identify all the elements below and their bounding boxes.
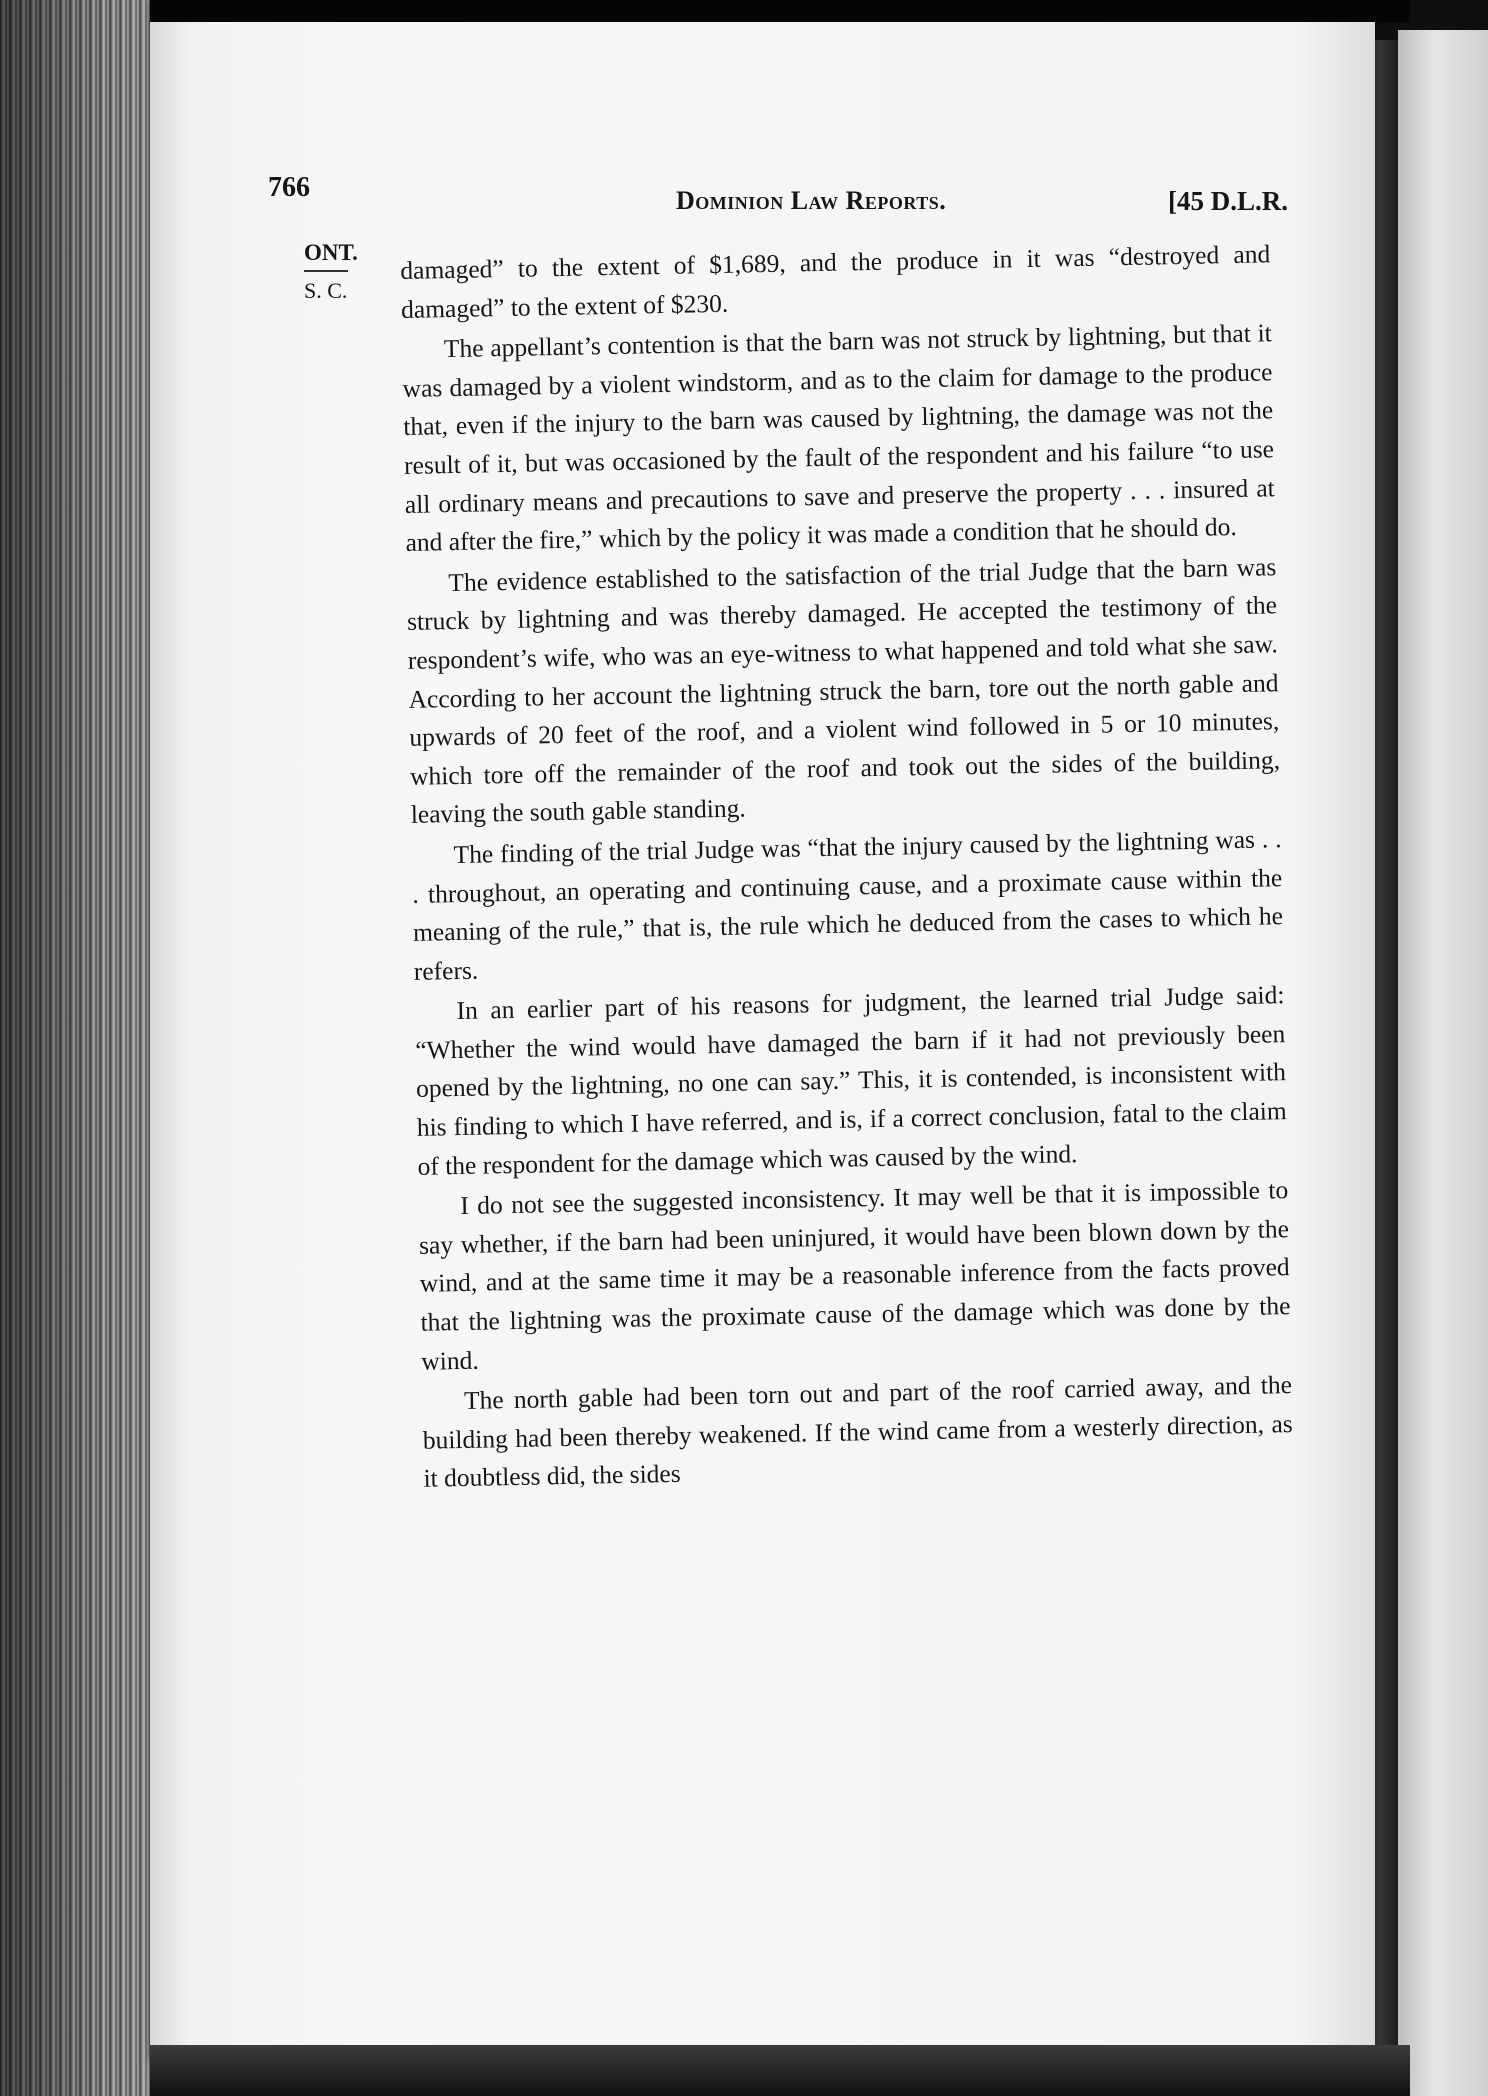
paragraph: The north gable had been torn out and part of the roof carried away, and the building had been thereby weakened. If the wind came from a westerly direction, as it doubtless did, the sides bbox=[422, 1370, 1293, 1494]
paragraph: The finding of the trial Judge was “that the injury caused by the lightning was . . . throughout, an operating and continuing cause, and a proximate cause within the meaning of the rule,” that is, the rule which he deduced from the cases to which he refers. bbox=[412, 824, 1284, 986]
facing-page-edge bbox=[1398, 30, 1488, 2096]
paragraph: I do not see the suggested inconsistency. It may well be that it is impossible to say whether, if the barn had been uninjured, it would have been blown down by the wind, and at the same time it may be a reasonable inference from the facts proved that the lightning was the proximate cause of the damage which was done by the wind. bbox=[418, 1175, 1291, 1376]
court-label: S. C. bbox=[304, 278, 348, 303]
report-title: Dominion Law Reports. bbox=[676, 186, 947, 215]
running-head bbox=[268, 172, 1288, 222]
paragraph: The appellant’s contention is that the barn was not struck by lightning, but that it was damaged by a violent windstorm, and as to the claim for damage to the produce that, even if the injury to the barn was caused by lightning, the damage was not the result of it, but was occasioned by the fault of the respondent and his failure “to use all ordinary means and precautions to save and preserve the property . . . insured at and after the fire,” which by the policy it was made a condition that he should do. bbox=[402, 318, 1275, 558]
bottom-border bbox=[150, 2045, 1410, 2096]
margin-note bbox=[304, 240, 374, 304]
page-number: 766 bbox=[268, 172, 310, 203]
margin-rule bbox=[304, 270, 348, 272]
paragraph-continued: damaged” to the extent of $1,689, and the produce in it was “destroyed and damaged” to the extent of $230. bbox=[400, 239, 1271, 324]
jurisdiction-label: ONT. bbox=[304, 240, 358, 265]
paragraph: The evidence established to the satisfaction of the trial Judge that the barn was struck by lightning and was thereby damaged. He accepted the testimony of the respondent’s wife, who was an eye-witness to what happened and told what she saw. According to her account the lightning struck the barn, tore out the north gable and upwards of 20 feet of the roof, and a violent wind followed in 5 or 10 minutes, which tore off the remainder of the roof and took out the sides of the building, leaving the south gable standing. bbox=[406, 551, 1281, 830]
top-border bbox=[150, 0, 1410, 22]
volume-reference: [45 D.L.R. bbox=[1168, 186, 1288, 216]
paragraph: In an earlier part of his reasons for judgment, the learned trial Judge said: “Whether the wind would have damaged the barn if it had not previously been opened by the lightning, no one can say.” This, it is contended, is inconsistent with his finding to which I have referred, and is, if a correct conclusion, fatal to the claim of the respondent for the damage which was caused by the wind. bbox=[415, 980, 1287, 1181]
book-page-edges bbox=[0, 0, 175, 2096]
body-text bbox=[400, 235, 1294, 1498]
